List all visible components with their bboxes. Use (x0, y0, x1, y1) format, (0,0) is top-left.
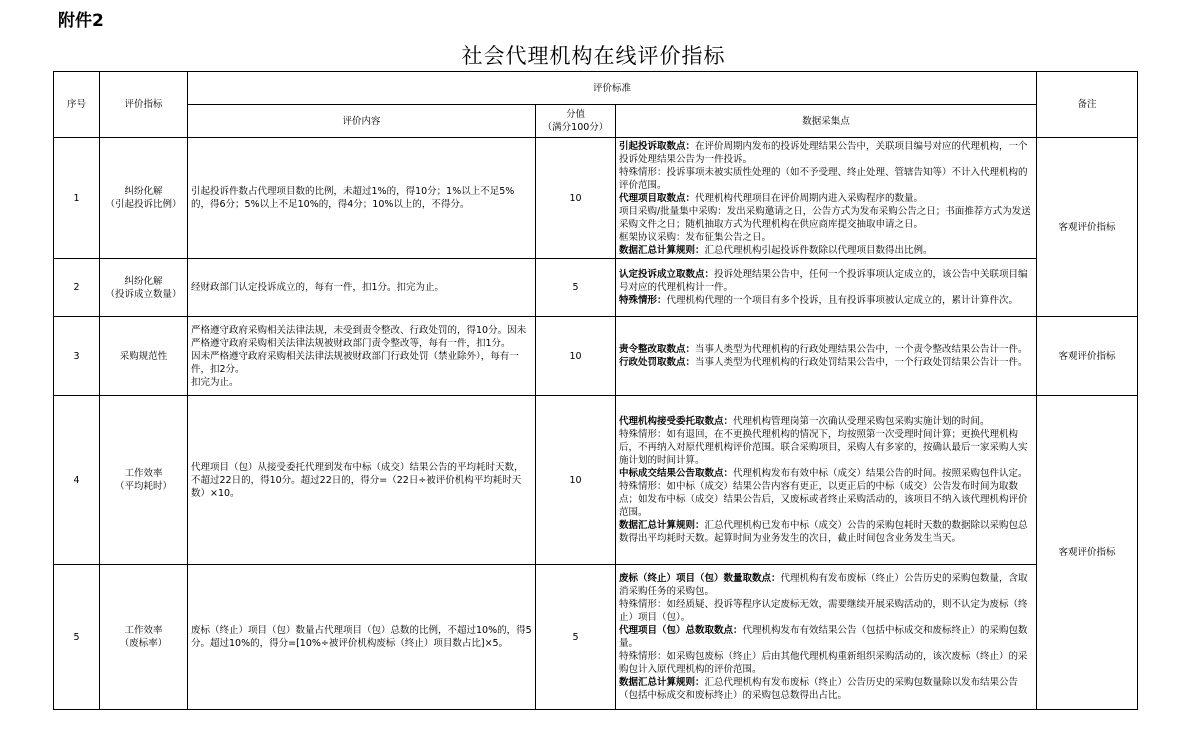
row-seq: 4 (54, 396, 100, 565)
data-point (619, 343, 1033, 356)
indicator-line1: 纠纷化解 (124, 186, 163, 197)
data-point (619, 624, 1033, 650)
row-data-points (616, 317, 1037, 396)
row-score: 10 (536, 396, 616, 565)
evaluation-table (53, 71, 1138, 710)
row-indicator (100, 138, 188, 259)
header-seq: 序号 (54, 72, 100, 138)
row-data-points (616, 565, 1037, 710)
data-point-text: 代理机构代理的一个项目有多个投诉，且有投诉事项被认定成立的，累计计算件次。 (666, 295, 1019, 306)
header-score-line2: （满分100分） (542, 122, 609, 133)
row-indicator (100, 259, 188, 317)
indicator-line1: 工作效率 (124, 625, 163, 636)
data-point (619, 415, 1033, 428)
indicator-line1: 采购规范性 (119, 350, 168, 362)
data-point (619, 650, 1033, 676)
indicator-line2: （引起投诉比例） (105, 199, 182, 210)
row-seq: 3 (54, 317, 100, 396)
data-point-key: 代理项目取数点： (619, 192, 696, 204)
content-text: 严格遵守政府采购相关法律法规，未受到责令整改、行政处罚的，得10分。因未严格遵守政府采购相关法律法规被财政部门责令整改等，每有一件，扣1分。 (191, 324, 527, 349)
data-point-text: 代理机构发布有效中标（成交）结果公告的时间。按照采购包件认定。 (733, 468, 1028, 479)
data-point-key: 特殊情形： (619, 295, 667, 306)
data-point-text: 特殊情形：如中标（成交）结果公告内容有更正，以更正后的中标（成交）公告发布时间为取数点；如发布中标（成交）结果公告后，又废标或者终止采购活动的，该项目不纳入该代理机构评价范围。 (619, 481, 1028, 518)
content-text: 经财政部门认定投诉成立的，每有一件，扣1分。扣完为止。 (191, 282, 445, 293)
data-point (619, 572, 1033, 598)
data-point-key: 数据汇总计算规则： (619, 677, 705, 688)
data-point-text: 汇总代理机构有发布废标（终止）公告历史的采购包数量除以发布结果公告（包括中标成交和废标终止）的采购包总数得出占比。 (619, 677, 1019, 701)
header-content: 评价内容 (188, 105, 536, 138)
header-score-line1: 分值 (565, 109, 585, 120)
indicator-line1: 工作效率 (124, 468, 163, 479)
page-title: 社会代理机构在线评价指标 (461, 44, 726, 68)
data-point-text: 特殊情形：如有退回，在不更换代理机构的情况下，均按照第一次受理时间计算；更换代理机构后，不再纳入对原代理机构评价范围。联合采购项目，采购人有多家的，按确认最后一家采购人实施计划的时间计算。 (619, 429, 1028, 466)
attachment-label: 附件2 (58, 11, 104, 31)
row-indicator (100, 396, 188, 565)
row-score: 10 (536, 138, 616, 259)
data-point-key: 行政处罚取数点： (619, 357, 696, 368)
row-remark: 客观评价指标 (1037, 317, 1138, 396)
row-content (188, 138, 536, 259)
data-point (619, 480, 1033, 519)
data-point (619, 428, 1033, 467)
data-point-text: 特殊情形：如经质疑、投诉等程序认定废标无效，需要继续开展采购活动的，则不认定为废标（终止）项目（包）。 (619, 599, 1028, 623)
data-point-key: 中标成交结果公告取数点： (619, 468, 734, 479)
data-point (619, 467, 1033, 480)
data-point-text: 代理机构发布有效结果公告（包括中标成交和废标终止）的采购包数量。 (619, 625, 1028, 649)
data-point-text: 特殊情形：投诉事项未被实质性处理的（如不予受理、终止处理、管辖告知等）不计入代理机构的评价范围。 (619, 166, 1028, 191)
row-remark: 客观评价指标 (1037, 396, 1138, 710)
table-row (54, 396, 1138, 565)
data-point (619, 676, 1033, 702)
header-row-1 (54, 72, 1138, 105)
data-point (619, 244, 1033, 257)
row-seq: 2 (54, 259, 100, 317)
table-row (54, 565, 1138, 710)
data-point-text: 汇总代理机构引起投诉件数除以代理项目数得出比例。 (704, 244, 933, 256)
row-score: 5 (536, 565, 616, 710)
data-point-text: 当事人类型为代理机构的行政处理结果公告中，一个责令整改结果公告计一件。 (695, 344, 1028, 355)
table-row (54, 317, 1138, 396)
indicator-line2: （平均耗时） (114, 481, 172, 492)
data-point-key: 数据汇总计算规则： (619, 244, 705, 256)
row-indicator (100, 565, 188, 710)
row-score: 5 (536, 259, 616, 317)
data-point-text: 代理机构代理项目在评价周期内进入采购程序的数量。 (695, 192, 924, 204)
data-point-text: 特殊情形：如采购包废标（终止）后由其他代理机构重新组织采购活动的，该次废标（终止）的采购包计入原代理机构的评价范围。 (619, 651, 1028, 675)
data-point-key: 废标（终止）项目（包）数量取数点： (619, 573, 781, 584)
data-point-text: 汇总代理机构已发布中标（成交）公告的采购包耗时天数的数据除以采购包总数得出平均耗时天数。起算时间为业务发生的次日，截止时间包含业务发生当天。 (619, 520, 1028, 544)
header-row-2 (54, 105, 1138, 138)
data-point (619, 140, 1033, 166)
header-standard: 评价标准 (188, 72, 1037, 105)
data-point (619, 231, 1033, 244)
row-indicator (100, 317, 188, 396)
header-remark: 备注 (1037, 72, 1138, 138)
data-point-key: 责令整改取数点： (619, 344, 696, 355)
data-point (619, 294, 1033, 307)
data-point (619, 205, 1033, 231)
row-content (188, 259, 536, 317)
data-point-text: 代理机构管理岗第一次确认受理采购包采购实施计划的时间。 (733, 416, 990, 427)
data-point (619, 192, 1033, 205)
indicator-line2: （废标率） (119, 638, 168, 649)
data-point-key: 引起投诉取数点： (619, 140, 696, 152)
data-point-text: 代理机构有发布废标（终止）公告历史的采购包数量，含取消采购任务的采购包。 (619, 573, 1028, 597)
row-data-points (616, 396, 1037, 565)
content-text: 因未严格遵守政府采购相关法律法规被财政部门行政处罚（禁业除外），每有一件，扣2分。 (191, 350, 519, 375)
row-data-points (616, 259, 1037, 317)
content-text: 废标（终止）项目（包）数量占代理项目（包）总数的比例，不超过10%的，得5分。超过10%的，得分=[10%÷被评价机构废标（终止）项目数占比]×5。 (191, 625, 532, 649)
data-point-text: 在评价周期内发布的投诉处理结果公告中，关联项目编号对应的代理机构，一个投诉处理结果公告为一件投诉。 (619, 140, 1028, 165)
data-point-key: 代理机构接受委托取数点： (619, 416, 734, 427)
data-point (619, 519, 1033, 545)
row-score: 10 (536, 317, 616, 396)
data-point (619, 268, 1033, 294)
header-indicator: 评价指标 (100, 72, 188, 138)
row-content (188, 396, 536, 565)
row-remark: 客观评价指标 (1037, 138, 1138, 317)
content-text: 代理项目（包）从接受委托代理到发布中标（成交）结果公告的平均耗时天数，不超过22日的，得10分。超过22日的，得分=（22日÷被评价机构平均耗时天数）×10。 (191, 461, 524, 499)
data-point (619, 166, 1033, 192)
data-point (619, 356, 1033, 369)
content-text: 引起投诉件数占代理项目数的比例，未超过1%的，得10分；1%以上不足5%的，得6分；5%以上不足10%的，得4分；10%以上的，不得分。 (191, 186, 515, 210)
table-row (54, 138, 1138, 259)
indicator-line2: （投诉成立数量） (105, 288, 182, 300)
row-content (188, 317, 536, 396)
table-row (54, 259, 1138, 317)
row-seq: 1 (54, 138, 100, 259)
row-content (188, 565, 536, 710)
row-seq: 5 (54, 565, 100, 710)
data-point-text: 投诉处理结果公告中，任何一个投诉事项认定成立的，该公告中关联项目编号对应的代理机构计一件。 (619, 269, 1028, 293)
header-score (536, 105, 616, 138)
data-point-key: 数据汇总计算规则： (619, 520, 705, 531)
indicator-line1: 纠纷化解 (124, 275, 163, 287)
data-point-text: 项目采购/批量集中采购：发出采购邀请之日，公告方式为发布采购公告之日；书面推荐方式为发送采购文件之日；随机抽取方式为代理机构在供应商库提交抽取申请之日。 (619, 205, 1031, 230)
data-point (619, 598, 1033, 624)
data-point-text: 当事人类型为代理机构的行政处罚结果公告中，一个行政处罚结果公告计一件。 (695, 357, 1028, 368)
header-data-points: 数据采集点 (616, 105, 1037, 138)
row-data-points (616, 138, 1037, 259)
content-text: 扣完为止。 (191, 376, 239, 388)
data-point-key: 代理项目（包）总数取数点： (619, 625, 743, 636)
data-point-key: 认定投诉成立取数点： (619, 269, 715, 280)
data-point-text: 框架协议采购：发布征集公告之日。 (619, 231, 772, 243)
